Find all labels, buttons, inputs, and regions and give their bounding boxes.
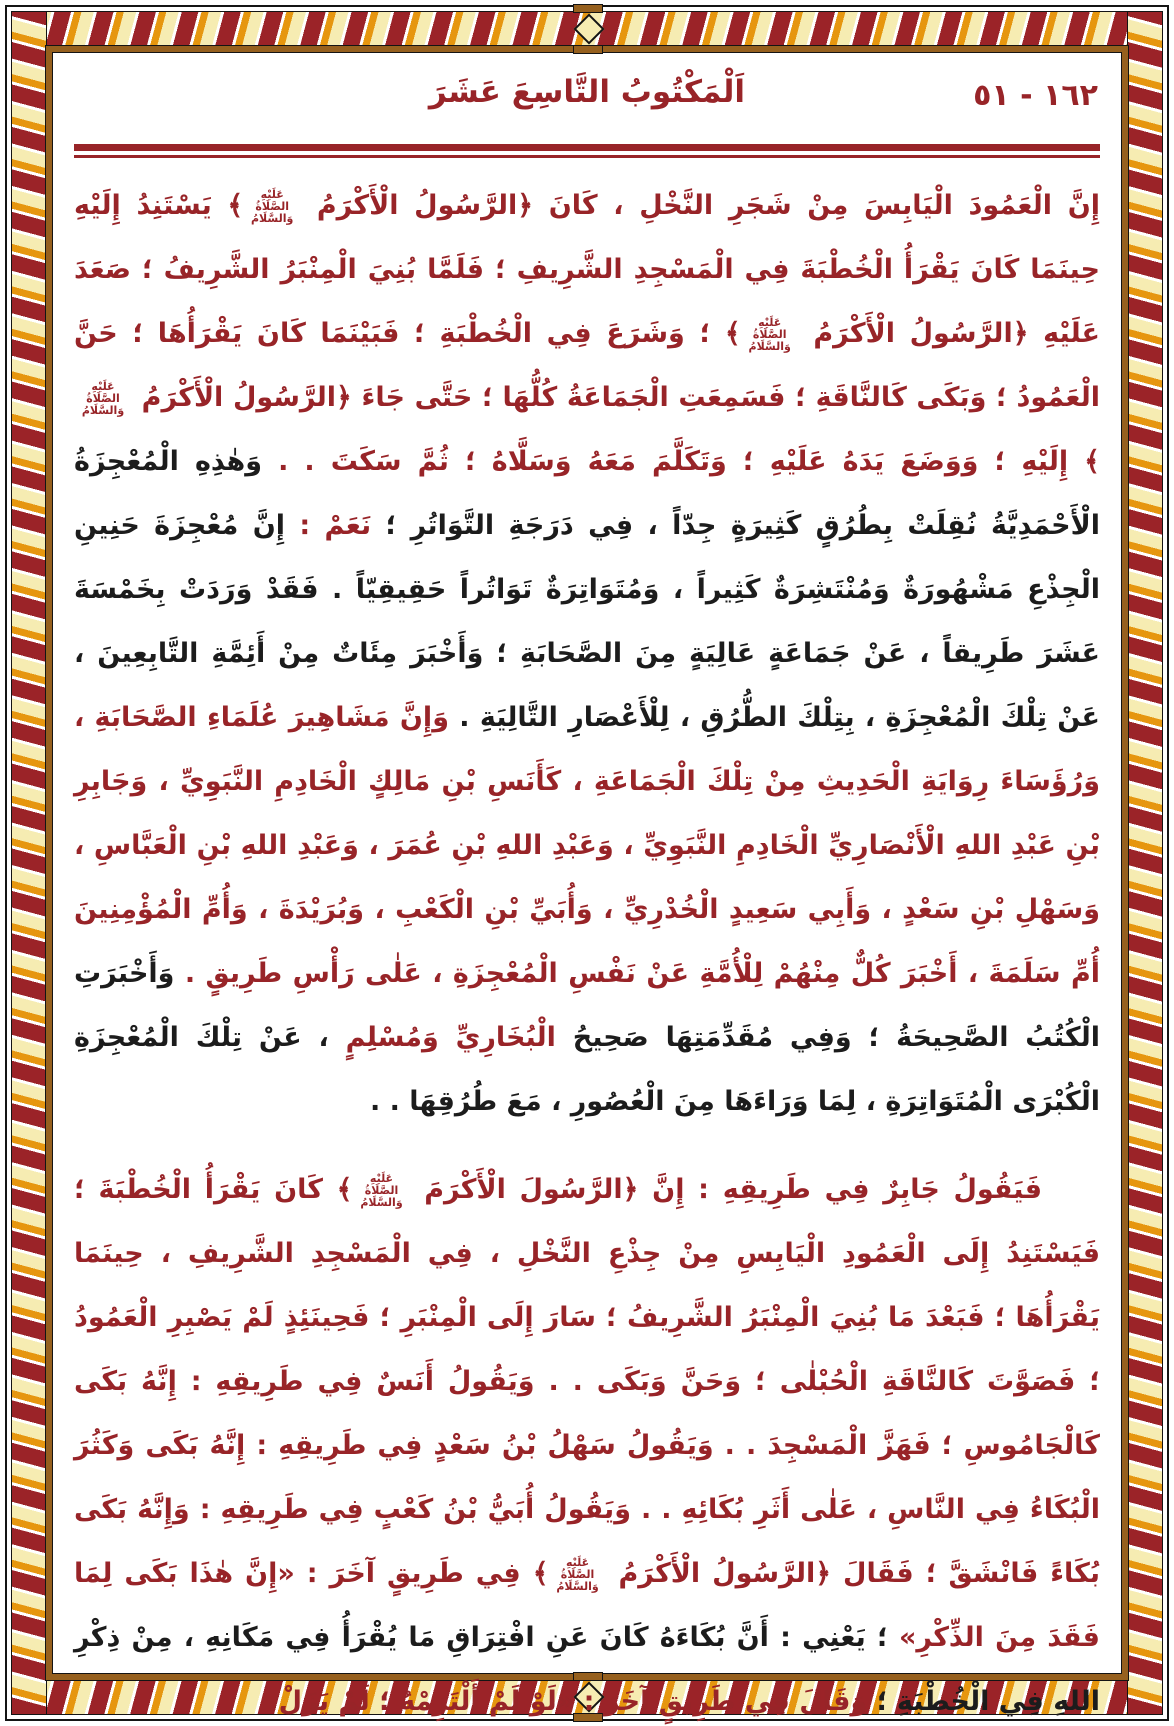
text-segment: وَإِنَّ مَشَاهِيرَ عُلَمَاءِ الصَّحَابَةِ ، وَرُؤَسَاءَ رِوَايَةِ الْحَدِيثِ مِنْ تِلْكَ الْجَمَاعَةِ ، كَأَنَسِ بْنِ مَالِكٍ الْخَادِمِ النَّبَوِيِّ ، وَجَابِرِ بْنِ عَبْدِ اللهِ الْأَنْصَارِيِّ الْخَادِمِ النَّبَوِيِّ ، وَعَبْدِ اللهِ بْنِ عُمَرَ ، وَعَبْدِ اللهِ بْنِ الْعَبَّاسِ ، وَسَهْلِ بْنِ سَعْدٍ ، وَأَبِي سَعِيدٍ الْخُدْرِيِّ ، وَأُبَيِّ بْنِ الْكَعْبِ ، وَبُرَيْدَةَ ، وَأُمِّ الْمُؤْمِنِينَ أُمِّ سَلَمَةَ ، أَخْبَرَ كُلٌّ مِنْهُمْ لِلْأُمَّةِ عَنْ نَفْسِ الْمُعْجِزَةِ ، عَلٰى رَأْسِ طَرِيقٍ . (74, 702, 1100, 989)
salawat-calligraphy: عَلَيْهِ الصَّلَاةُ وَالسَّلَامُ (360, 1171, 403, 1209)
salawat-calligraphy: عَلَيْهِ الصَّلَاةُ وَالسَّلَامُ (251, 187, 294, 225)
text-segment: فَيَقُولُ جَابِرٌ فِي طَرِيقِهِ : إِنَّ ﴿الرَّسُولَ الْأَكْرَمَ (410, 1174, 1042, 1205)
text-segment: إِنَّ الْعَمُودَ الْيَابِسَ مِنْ شَجَرِ النَّخْلِ ، كَانَ ﴿الرَّسُولُ الْأَكْرَمُ (301, 190, 1100, 221)
text-segment: نَعَمْ : (285, 510, 372, 541)
text-segment: ، عَنْ تِلْكَ الْمُعْجِزَةِ الْكُبْرَى الْمُتَوَاتِرَةِ ، لِمَا وَرَاءَهَا مِنَ الْعُصُورِ ، مَعَ طُرُقِهَا . . (74, 1022, 1100, 1117)
text-segment: ﴾ كَانَ يَقْرَأُ الْخُطْبَةَ ؛ فَيَسْتَنِدُ إِلَى الْعَمُودِ الْيَابِسِ مِنْ جِذْعِ النَّخْلِ ، فِي الْمَسْجِدِ الشَّرِيفِ ، حِينَمَا يَقْرَأُهَا ؛ فَبَعْدَ مَا بُنِيَ الْمِنْبَرُ الشَّرِيفُ ؛ سَارَ إِلَى الْمِنْبَرِ ؛ فَحِينَئِذٍ لَمْ يَصْبِرِ الْعَمُودُ ؛ فَصَوَّتَ كَالنَّاقَةِ الْحُبْلٰى ؛ وَحَنَّ وَبَكَى . . وَيَقُولُ أَنَسٌ فِي طَرِيقِهِ : إِنَّهُ بَكَى كَالْجَامُوسِ ؛ فَهَزَّ الْمَسْجِدَ . . وَيَقُولُ سَهْلُ بْنُ سَعْدٍ فِي طَرِيقِهِ : إِنَّهُ بَكَى وَكَثُرَ الْبُكَاءُ فِي النَّاسِ ، عَلٰى أَثَرِ بُكَائِهِ . . وَيَقُولُ أُبَيُّ بْنُ كَعْبٍ فِي طَرِيقِهِ : وَإِنَّهُ بَكَى بُكَاءً فَانْشَقَّ ؛ فَقَالَ ﴿الرَّسُولُ الْأَكْرَمُ (74, 1174, 1101, 1589)
border-chain-left (11, 11, 47, 1715)
ornament-tab-top-outer (573, 4, 603, 13)
salawat-calligraphy: عَلَيْهِ الصَّلَاةُ وَالسَّلَامُ (556, 1555, 599, 1593)
body-text (74, 174, 1100, 1726)
body-paragraph (74, 1158, 1100, 1726)
text-segment: ﴾ إِلَيْهِ ؛ وَوَضَعَ يَدَهُ عَلَيْهِ ؛ وَتَكَلَّمَ مَعَهُ وَسَلَّاهُ ؛ ثُمَّ سَكَتَ . . (262, 446, 1101, 477)
text-segment: وَأَخْبَرَتِ الْكُتُبُ الصَّحِيحَةُ ؛ وَفِي مُقَدِّمَتِهَا صَحِيحُ (74, 958, 1100, 1053)
salawat-calligraphy: عَلَيْهِ الصَّلَاةُ وَالسَّلَامُ (81, 379, 125, 417)
body-paragraph (74, 174, 1100, 1134)
salawat-calligraphy: عَلَيْهِ الصَّلَاةُ وَالسَّلَامُ (748, 315, 791, 353)
border-chain-right (1127, 11, 1163, 1715)
page-title: اَلْمَكْتُوبُ التَّاسِعَ عَشَرَ (428, 74, 746, 110)
text-segment: إِنَّ مُعْجِزَةَ حَنِينِ الْجِذْعِ مَشْهُورَةٌ وَمُنْتَشِرَةٌ كَثِيراً ، وَمُتَوَاتِرَةٌ تَوَاتُراً حَقِيقِيّاً . فَقَدْ وَرَدَتْ بِخَمْسَةَ عَشَرَ طَرِيقاً ، عَنْ جَمَاعَةٍ عَالِيَةٍ مِنَ الصَّحَابَةِ ؛ وَأَخْبَرَ مِئَاتٌ مِنْ أَئِمَّةِ التَّابِعِينَ ، عَنْ تِلْكَ الْمُعْجِزَةِ ، بِتِلْكَ الطُّرُقِ ، لِلْأَعْصَارِ التَّالِيَةِ . (74, 510, 1101, 733)
text-segment: ﴾ ؛ وَشَرَعَ فِي الْخُطْبَةِ ؛ فَبَيْنَمَا كَانَ يَقْرَأُهَا ؛ حَنَّ الْعَمُودُ ؛ وَبَكَى كَالنَّاقَةِ ؛ فَسَمِعَتِ الْجَمَاعَةُ كُلُّهَا ؛ حَتَّى جَاءَ ﴿الرَّسُولُ الْأَكْرَمُ (74, 318, 1100, 413)
text-segment: ﴾ يَسْتَنِدُ إِلَيْهِ حِينَمَا كَانَ يَقْرَأُ الْخُطْبَةَ فِي الْمَسْجِدِ الشَّرِيفِ ؛ فَلَمَّا بُنِيَ الْمِنْبَرُ الشَّرِيفُ ؛ صَعَدَ عَلَيْهِ ﴿الرَّسُولُ الْأَكْرَمُ (74, 190, 1101, 349)
text-segment: وَهٰذِهِ الْمُعْجِزَةُ الْأَحْمَدِيَّةُ نُقِلَتْ بِطُرُقٍ كَثِيرَةٍ جِدّاً ، فِي دَرَجَةِ التَّوَاتُرِ ؛ (74, 446, 1100, 541)
page-header (74, 62, 1100, 136)
header-rule (74, 144, 1100, 158)
page-number: ١٦٢ - ٥١ (973, 78, 1098, 113)
text-segment: ﴾ فِي طَرِيقٍ آخَرَ : «إِنَّ هٰذَا بَكَى لِمَا فَقَدَ مِنَ الذِّكْرِ» (74, 1558, 1100, 1653)
text-segment: الْبُخَارِيِّ وَمُسْلِمٍ (328, 1022, 556, 1053)
page-content (74, 62, 1101, 1717)
text-segment: وَقَالَ فِي طَرِيقٍ آخَرَ : «لَوْ لَمْ أَلْتَزِمْهُ ؛ لَمْ يَزَلْ (278, 1686, 868, 1717)
ornament-tab-top-inner (573, 45, 603, 54)
text-segment: ؛ يَعْنِي : أَنَّ بُكَاءَهُ كَانَ عَنِ افْتِرَاقِ مَا يُقْرَأُ فِي مَكَانِهِ ، مِنْ ذِكْرِ اللهِ فِي الْخُطْبَةِ ؛ (74, 1622, 1100, 1717)
